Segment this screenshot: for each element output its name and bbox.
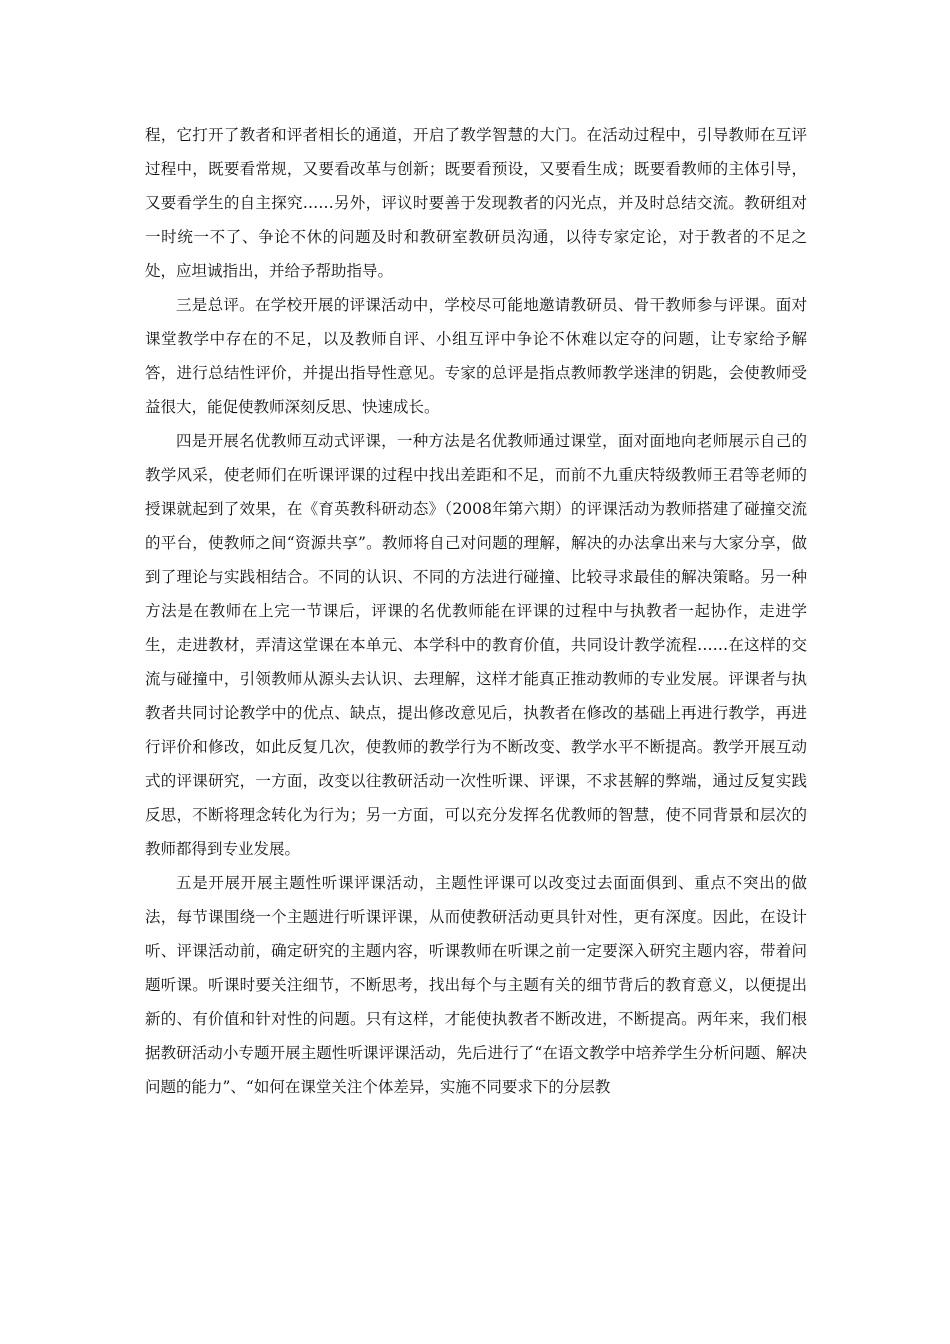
paragraph-summary-review: 三是总评。在学校开展的评课活动中，学校尽可能地邀请教研员、骨干教师参与评课。面对课堂教学中存在的不足，以及教师自评、小组互评中争论不休难以定夺的问题，让专家给予解答，进行总结性评价，并提出指导性意见。专家的总评是指点教师教学迷津的钥匙，会使教师受益很大，能促使教师深刻反思、快速成长。 — [145, 296, 807, 416]
paragraph-thematic-review: 五是开展开展主题性听课评课活动，主题性评课可以改变过去面面俱到、重点不突出的做法，每节课围绕一个主题进行听课评课，从而使教研活动更具针对性，更有深度。因此，在设计听、评课活动前，确定研究的主题内容，听课教师在听课之前一定要深入研究主题内容，带着问题听课。听课时要关注细节，不断思考，找出每个与主题有关的细节背后的教育意义，以便提出新的、有价值和针对性的问题。只有这样，才能使执教者不断改进，不断提高。两年来，我们根据教研活动小专题开展主题性听课评课活动，先后进行了“在语文教学中培养学生分析问题、解决问题的能力”、“如何在课堂关注个体差异，实施不同要求下的分层教 — [145, 874, 807, 1096]
paragraph-interactive-review: 四是开展名优教师互动式评课，一种方法是名优教师通过课堂，面对面地向老师展示自己的教学风采，使老师们在听课评课的过程中找出差距和不足，而前不九重庆特级教师王君等老师的授课就起到了效果，在《育英教科研动态》（2008年第六期）的评课活动为教师搭建了碰撞交流的平台，使教师之间“资源共享”。教师将自己对问题的理解，解决的办法拿出来与大家分享，做到了理论与实践相结合。不同的认识、不同的方法进行碰撞、比较寻求最佳的解决策略。另一种方法是在教师在上完一节课后，评课的名优教师能在评课的过程中与执教者一起协作，走进学生，走进教材，弄清这堂课在本单元、本学科中的教育价值，共同设计教学流程……在这样的交流与碰撞中，引领教师从源头去认识、去理解，这样才能真正推动教师的专业发展。评课者与执教者共同讨论教学中的优点、缺点，提出修改意见后，执教者在修改的基础上再进行教学，再进行评价和修改，如此反复几次，使教师的教学行为不断改变、教学水平不断提高。教学开展互动式的评课研究，一方面，改变以往教研活动一次性听课、评课，不求甚解的弊端，通过反复实践反思，不断将理念转化为行为；另一方面，可以充分发挥名优教师的智慧，使不同背景和层次的教师都得到专业发展。 — [145, 432, 807, 858]
document-body — [145, 118, 807, 1104]
paragraph-continuation: 程，它打开了教者和评者相长的通道，开启了教学智慧的大门。在活动过程中，引导教师在互评过程中，既要看常规，又要看改革与创新；既要看预设，又要看生成；既要看教师的主体引导，又要看学生的自主探究……另外，评议时要善于发现教者的闪光点，并及时总结交流。教研组对一时统一不了、争论不休的问题及时和教研室教研员沟通，以待专家定论，对于教者的不足之处，应坦诚指出，并给予帮助指导。 — [145, 126, 807, 280]
